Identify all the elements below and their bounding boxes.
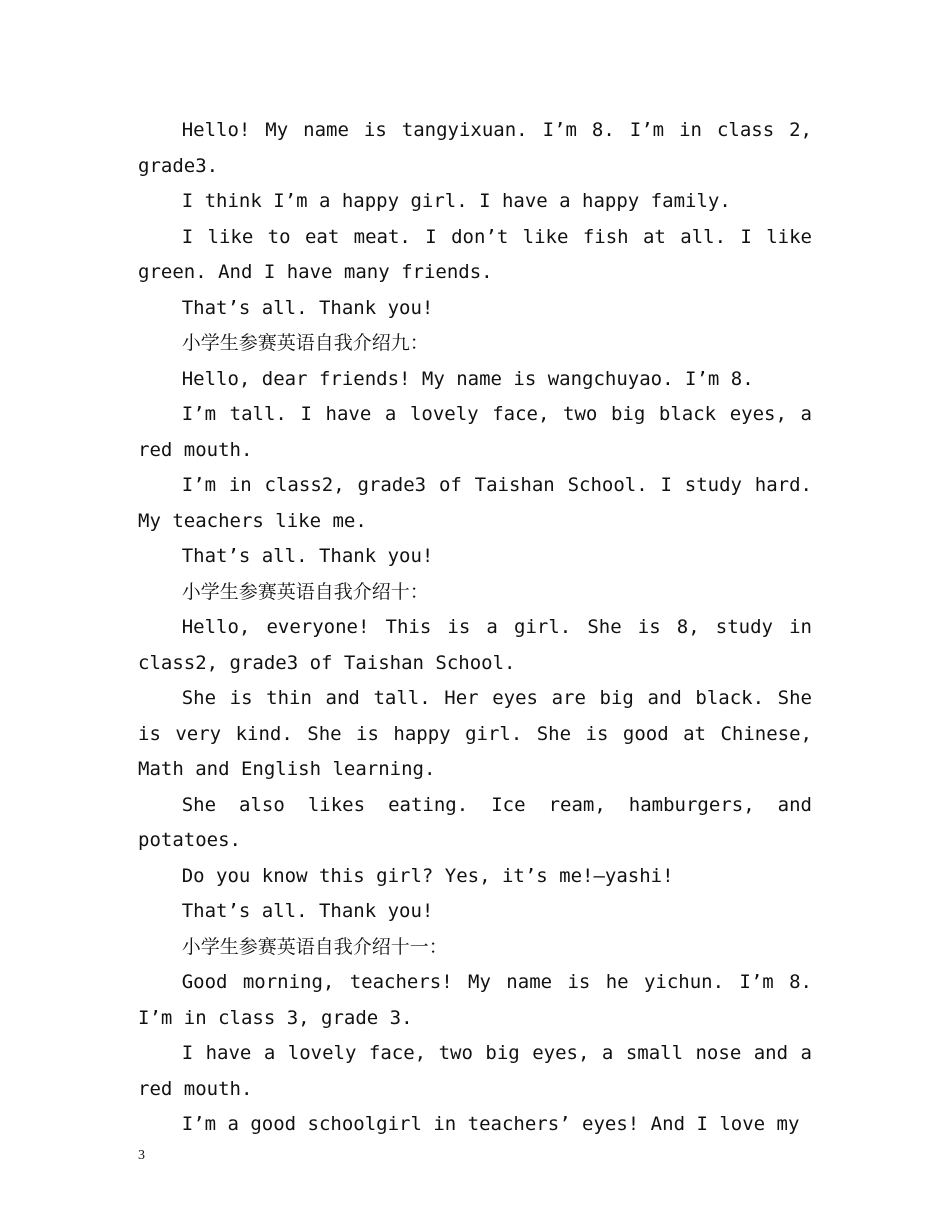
- paragraph: Do you know this girl? Yes, it’s me!—yashi!: [181, 864, 674, 887]
- paragraph: I’m tall. I have a lovely face, two big black eyes, a red mouth.: [138, 403, 812, 461]
- paragraph: I think I’m a happy girl. I have a happy family.: [181, 190, 731, 212]
- paragraph: Hello, dear friends! My name is wangchuyao. I’m 8.: [181, 367, 754, 390]
- body-text: [138, 113, 812, 1143]
- section-heading: 小学生参赛英语自我介绍九：: [181, 332, 429, 354]
- page-number: 3: [138, 1148, 145, 1163]
- paragraph: Hello, everyone! This is a girl. She is 8, study in class2, grade3 of Taishan School.: [138, 616, 812, 674]
- paragraph: I have a lovely face, two big eyes, a small nose and a red mouth.: [138, 1042, 812, 1100]
- section-heading: 小学生参赛英语自我介绍十：: [181, 580, 429, 603]
- paragraph: I’m in class2, grade3 of Taishan School. I study hard. My teachers like me.: [138, 474, 812, 532]
- paragraph: That’s all. Thank you!: [181, 296, 434, 319]
- paragraph: I like to eat meat. I don’t like fish at all. I like green. And I have many friends.: [138, 225, 812, 283]
- paragraph: That’s all. Thank you!: [181, 545, 434, 567]
- paragraph: Hello! My name is tangyixuan. I’m 8. I’m in class 2, grade3.: [138, 119, 812, 177]
- paragraph: I’m a good schoolgirl in teachers’ eyes! And I love my: [181, 1113, 800, 1135]
- section-heading: 小学生参赛英语自我介绍十一：: [181, 935, 448, 958]
- paragraph: That’s all. Thank you!: [181, 900, 434, 922]
- paragraph: She also likes eating. Ice ream, hamburgers, and potatoes.: [138, 793, 812, 851]
- paragraph: Good morning, teachers! My name is he yichun. I’m 8. I’m in class 3, grade 3.: [138, 971, 812, 1029]
- paragraph: She is thin and tall. Her eyes are big and black. She is very kind. She is happy girl. She is good at Chinese, Math and English learning.: [138, 687, 812, 780]
